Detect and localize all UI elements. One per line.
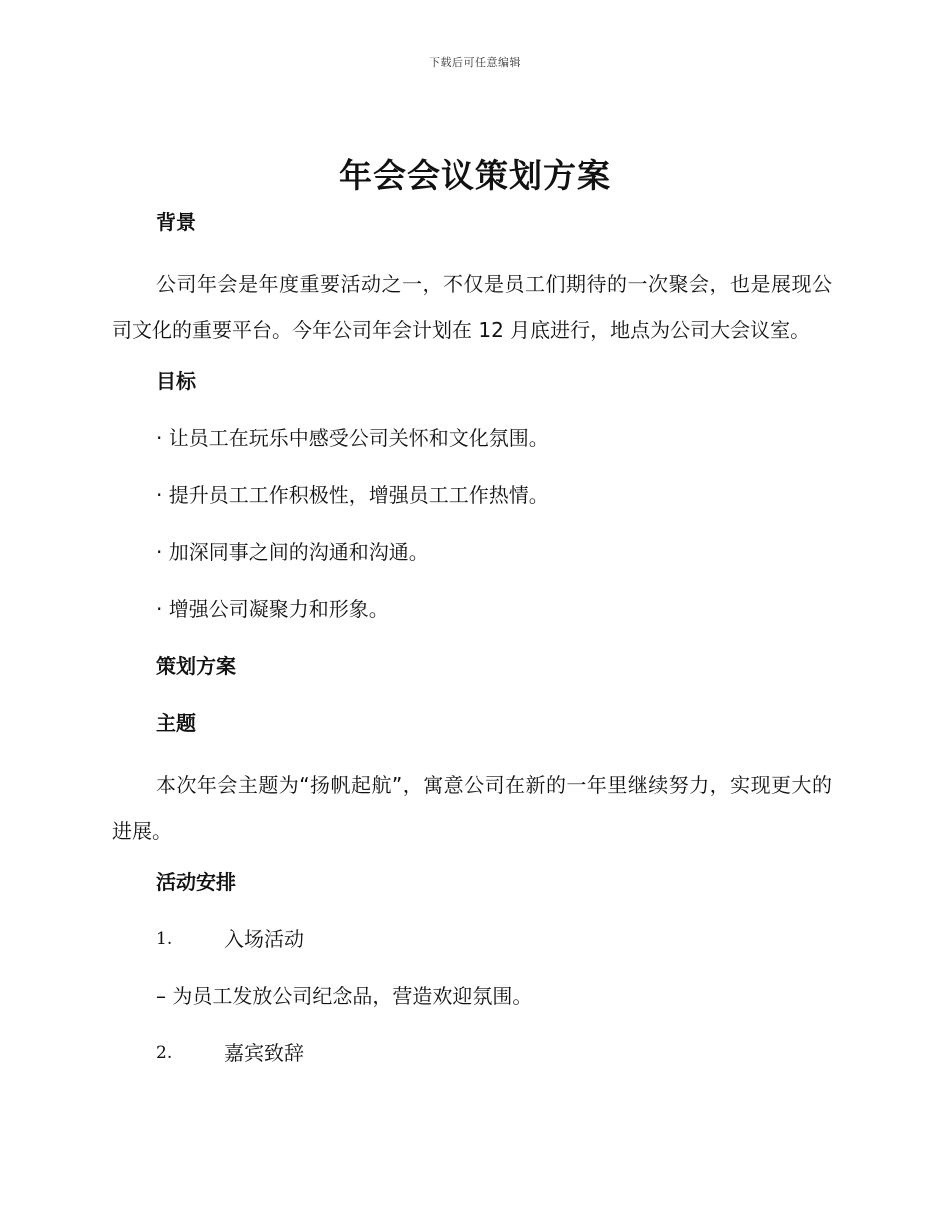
goal-item: · 增强公司凝聚力和形象。 <box>156 597 389 621</box>
header-note: 下载后可任意编辑 <box>429 56 521 69</box>
section-heading-schedule: 活动安排 <box>156 870 236 894</box>
section-heading-background: 背景 <box>156 210 196 234</box>
section-heading-goals: 目标 <box>156 369 196 393</box>
schedule-item-1 <box>112 922 832 956</box>
schedule-item-2 <box>112 1036 832 1070</box>
document-title: 年会会议策划方案 <box>339 156 611 195</box>
section-heading-theme: 主题 <box>156 711 196 735</box>
theme-paragraph: 本次年会主题为“扬帆起航”，寓意公司在新的一年里继续努力，实现更大的进展。 <box>112 773 832 843</box>
background-paragraph: 公司年会是年度重要活动之一，不仅是员工们期待的一次聚会，也是展现公司文化的重要平台。今年公司年会计划在 12 月底进行，地点为公司大会议室。 <box>112 272 832 342</box>
schedule-item-number: 2. <box>156 1043 173 1063</box>
section-heading-plan: 策划方案 <box>156 654 236 678</box>
goal-item: · 加深同事之间的沟通和沟通。 <box>156 540 429 564</box>
document-body <box>112 205 832 1093</box>
schedule-item-label: 嘉宾致辞 <box>224 1041 304 1065</box>
schedule-item-number: 1. <box>156 929 173 949</box>
goal-item: · 提升员工工作积极性，增强员工工作热情。 <box>156 483 549 507</box>
goal-item: · 让员工在玩乐中感受公司关怀和文化氛围。 <box>156 426 549 450</box>
schedule-item-label: 入场活动 <box>224 927 304 951</box>
schedule-item-detail: – 为员工发放公司纪念品，营造欢迎氛围。 <box>156 984 533 1008</box>
